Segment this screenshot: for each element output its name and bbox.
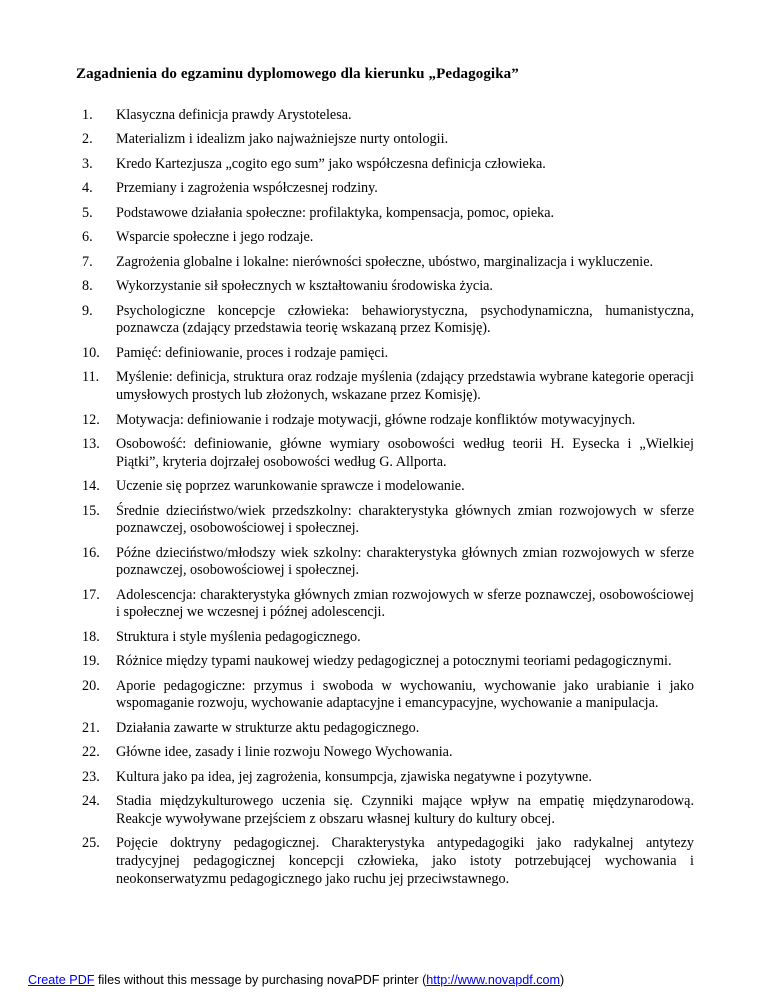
topic-text: Uczenie się poprzez warunkowanie sprawcze i modelowanie. bbox=[116, 478, 465, 495]
topic-text: Pojęcie doktryny pedagogicznej. Charakterystyka antypedagogiki jako radykalnej antytezy tradycyjnej pedagogicznej koncepcji człowieka, jako istoty potrzebującej wychowania i neokonserwatyzmu pedagogicznego jako ruchu jej przeciwstawnego. bbox=[116, 835, 694, 887]
topic-item bbox=[82, 345, 694, 363]
topic-text: Działania zawarte w strukturze aktu pedagogicznego. bbox=[116, 719, 420, 736]
topic-number: 16. bbox=[82, 544, 100, 561]
topic-item bbox=[82, 503, 694, 538]
topic-item bbox=[82, 180, 694, 198]
topic-item bbox=[82, 678, 694, 713]
create-pdf-link[interactable]: Create PDF bbox=[28, 973, 95, 987]
topic-text: Wsparcie społeczne i jego rodzaje. bbox=[116, 229, 314, 246]
topic-text: Motywacja: definiowanie i rodzaje motywacji, główne rodzaje konfliktów motywacyjnych. bbox=[116, 411, 636, 428]
topic-item bbox=[82, 587, 694, 622]
topic-text: Późne dzieciństwo/młodszy wiek szkolny: charakterystyka głównych zmian rozwojowych w sferze poznawczej, osobowościowej i społecznej. bbox=[116, 544, 694, 579]
topic-number: 3. bbox=[82, 155, 93, 172]
topic-text: Przemiany i zagrożenia współczesnej rodziny. bbox=[116, 180, 378, 197]
topic-item bbox=[82, 205, 694, 223]
topic-text: Osobowość: definiowanie, główne wymiary osobowości według teorii H. Eysecka i „Wielkiej Piątki”, kryteria dojrzałej osobowości według G. Allporta. bbox=[116, 436, 694, 470]
topic-text: Aporie pedagogiczne: przymus i swoboda w wychowaniu, wychowanie jako urabianie i jako wspomaganie rozwoju, wychowanie adaptacyjne i emancypacyjne, wychowanie a manipulacja. bbox=[116, 677, 694, 712]
topic-text: Materializm i idealizm jako najważniejsze nurty ontologii. bbox=[116, 131, 449, 148]
topic-item bbox=[82, 229, 694, 247]
novapdf-link[interactable]: http://www.novapdf.com bbox=[426, 973, 560, 987]
topic-text: Wykorzystanie sił społecznych w kształtowaniu środowiska życia. bbox=[116, 278, 493, 295]
topic-text: Zagrożenia globalne i lokalne: nierówności społeczne, ubóstwo, marginalizacja i wykluczenie. bbox=[116, 253, 654, 270]
topic-item bbox=[82, 629, 694, 647]
topic-number: 5. bbox=[82, 204, 93, 221]
document-title: Zagadnienia do egzaminu dyplomowego dla kierunku „Pedagogika” bbox=[76, 66, 519, 82]
topic-number: 20. bbox=[82, 677, 100, 694]
topic-number: 24. bbox=[82, 793, 100, 810]
topic-text: Podstawowe działania społeczne: profilaktyka, kompensacja, pomoc, opieka. bbox=[116, 204, 555, 221]
topic-item bbox=[82, 769, 694, 787]
topic-number: 12. bbox=[82, 411, 100, 428]
topic-item bbox=[82, 303, 694, 338]
topic-number: 14. bbox=[82, 478, 100, 495]
topic-item bbox=[82, 278, 694, 296]
topic-number: 22. bbox=[82, 744, 100, 761]
topic-item bbox=[82, 107, 694, 125]
topic-text: Psychologiczne koncepcje człowieka: behawiorystyczna, psychodynamiczna, humanistyczna, poznawcza (zdający przedstawia teorię wskazaną przez Komisję). bbox=[116, 302, 694, 337]
topic-text: Myślenie: definicja, struktura oraz rodzaje myślenia (zdający przedstawia wybrane kategorie operacji umysłowych prostych lub złożonych, wskazane przez Komisję). bbox=[116, 369, 694, 404]
topic-item bbox=[82, 369, 694, 404]
topic-text: Klasyczna definicja prawdy Arystotelesa. bbox=[116, 107, 352, 123]
topic-item bbox=[82, 793, 694, 828]
topic-text: Średnie dzieciństwo/wiek przedszkolny: charakterystyka głównych zmian rozwojowych w sferze poznawczej, osobowościowej i społecznej. bbox=[116, 502, 694, 537]
topic-item bbox=[82, 254, 694, 272]
footer-text-end: ) bbox=[560, 973, 565, 987]
topic-item bbox=[82, 156, 694, 174]
topic-number: 17. bbox=[82, 586, 100, 603]
topic-number: 9. bbox=[82, 302, 93, 319]
topic-text: Pamięć: definiowanie, proces i rodzaje pamięci. bbox=[116, 344, 389, 361]
topic-list bbox=[82, 107, 694, 895]
topic-text: Struktura i style myślenia pedagogicznego. bbox=[116, 628, 361, 645]
topic-number: 19. bbox=[82, 653, 100, 670]
topic-number: 1. bbox=[82, 107, 93, 123]
topic-item bbox=[82, 720, 694, 738]
topic-number: 8. bbox=[82, 278, 93, 295]
pdf-footer bbox=[28, 973, 564, 987]
topic-number: 11. bbox=[82, 369, 100, 386]
topic-number: 21. bbox=[82, 719, 100, 736]
topic-text: Główne idee, zasady i linie rozwoju Nowego Wychowania. bbox=[116, 744, 453, 761]
topic-item bbox=[82, 653, 694, 671]
topic-item bbox=[82, 436, 694, 471]
topic-item bbox=[82, 545, 694, 580]
topic-text: Stadia międzykulturowego uczenia się. Czynniki mające wpływ na empatię międzynarodową. Reakcje wywoływane przejściem z obszaru własnej kultury do kultury obcej. bbox=[116, 793, 694, 827]
topic-number: 23. bbox=[82, 768, 100, 785]
topic-item bbox=[82, 478, 694, 496]
topic-text: Kultura jako pa idea, jej zagrożenia, konsumpcja, zjawiska negatywne i pozytywne. bbox=[116, 768, 592, 785]
topic-number: 13. bbox=[82, 436, 100, 452]
topic-item bbox=[82, 412, 694, 430]
topic-number: 18. bbox=[82, 628, 100, 645]
topic-item bbox=[82, 744, 694, 762]
topic-text: Różnice między typami naukowej wiedzy pedagogicznej a potocznymi teoriami pedagogicznymi. bbox=[116, 653, 672, 670]
topic-number: 6. bbox=[82, 229, 93, 246]
topic-item bbox=[82, 835, 694, 888]
topic-item bbox=[82, 131, 694, 149]
topic-number: 15. bbox=[82, 502, 100, 519]
topic-number: 7. bbox=[82, 253, 93, 270]
topic-number: 4. bbox=[82, 180, 93, 197]
topic-text: Adolescencja: charakterystyka głównych zmian rozwojowych w sferze poznawczej, osobowościowej i społecznej we wczesnej i późnej adolescencji. bbox=[116, 586, 694, 621]
topic-number: 10. bbox=[82, 344, 100, 361]
footer-text: files without this message by purchasing novaPDF printer ( bbox=[94, 973, 427, 987]
topic-number: 25. bbox=[82, 835, 100, 852]
topic-number: 2. bbox=[82, 131, 93, 148]
topic-text: Kredo Kartezjusza „cogito ego sum” jako współczesna definicja człowieka. bbox=[116, 155, 546, 172]
